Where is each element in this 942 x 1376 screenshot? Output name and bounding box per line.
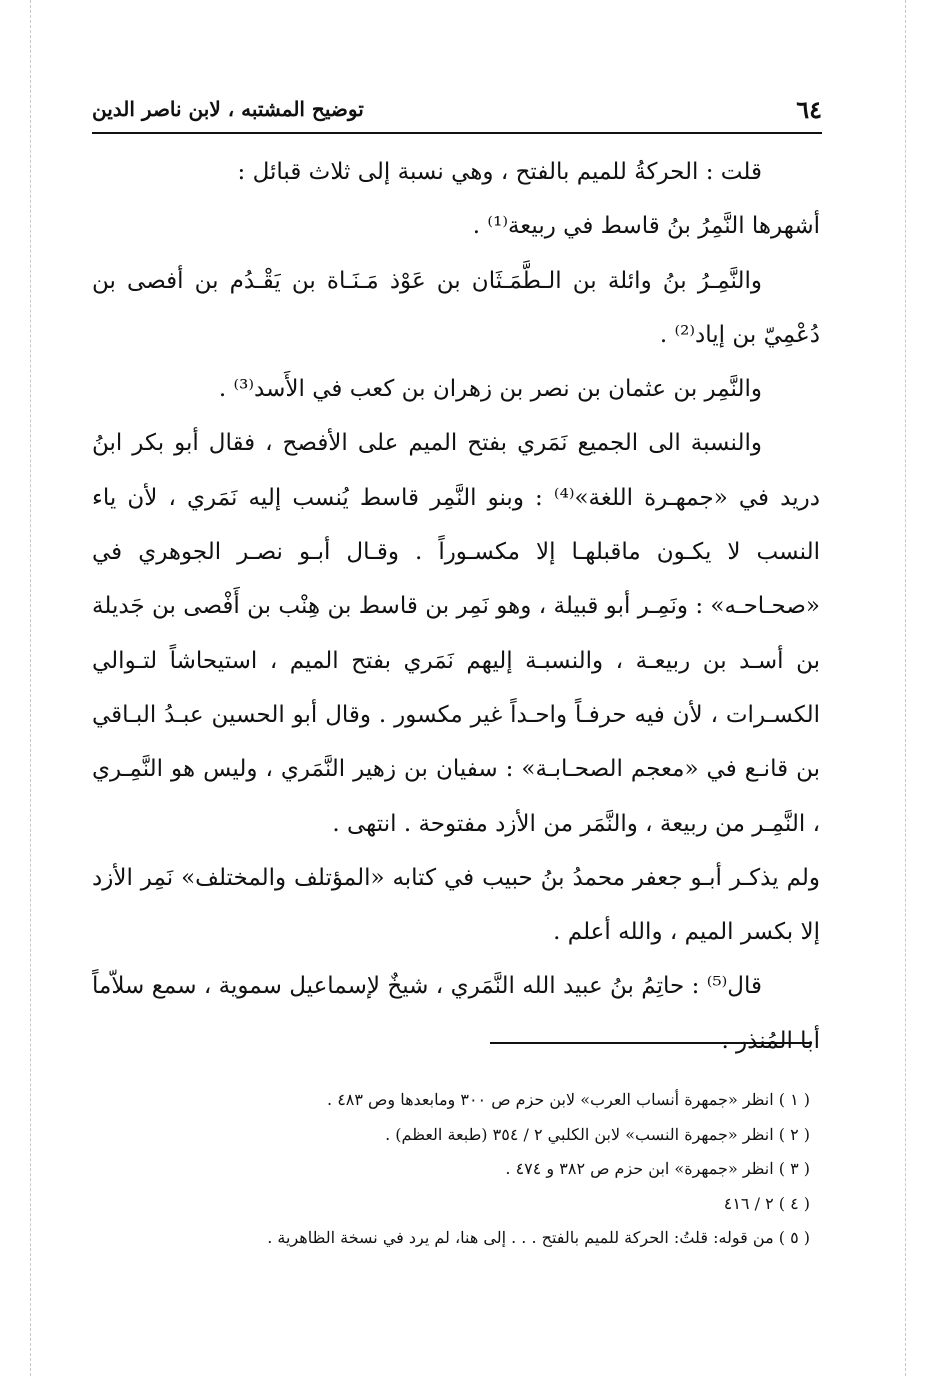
paragraph: أشهرها النَّمِرُ بنُ قاسط في ربيعة⁽¹⁾ . xyxy=(472,213,820,240)
book-title: توضيح المشتبه ، لابن ناصر الدين xyxy=(92,97,364,121)
footnote: ( ٣ ) انظر «جمهرة» ابن حزم ص ٣٨٢ و ٤٧٤ . xyxy=(505,1159,810,1178)
paragraph: قال⁽⁵⁾ : حاتِمُ بنُ عبيد الله النَّمَري ، شيخٌ لإسماعيل سموية ، سمع سلاّماً أبا المُنذر . xyxy=(92,973,820,1054)
footnotes xyxy=(98,1083,810,1256)
paragraph: ولم يذكـر أبـو جعفر محمدُ بنُ حبيب في كتابه «المؤتلف والمختلف» نَمِر الأزد إلا بكسر الميم ، والله أعلم . xyxy=(92,864,820,946)
paragraph: والنَّمِر بن عثمان بن نصر بن زهران بن كعب في الأَسد⁽³⁾ . xyxy=(218,376,762,403)
main-text xyxy=(92,145,820,1068)
footnote: ( ١ ) انظر «جمهرة أنساب العرب» لابن حزم ص ٣٠٠ ومابعدها وص ٤٨٣ . xyxy=(327,1090,810,1109)
running-header xyxy=(92,86,822,134)
footnote-separator xyxy=(490,1042,812,1044)
footnote: ( ٥ ) من قوله: قلتُ: الحركة للميم بالفتح . . . إلى هنا، لم يرد في نسخة الظاهرية . xyxy=(267,1228,810,1247)
paragraph: والنَّمِـرُ بنُ وائلة بن الـطَّمَـثَان بن عَوْذ مَـنَـاة بن يَقْـدُم بن أفصى بن دُعْمِيّ بن إياد⁽²⁾ . xyxy=(92,267,820,348)
page-number: ٦٤ xyxy=(796,94,822,124)
margin-guide-left xyxy=(30,0,31,1376)
footnote: ( ٢ ) انظر «جمهرة النسب» لابن الكلبي ٢ / ٣٥٤ (طبعة العظم) . xyxy=(385,1124,810,1144)
paragraph: والنسبة الى الجميع نَمَري بفتح الميم على الأفصح ، فقال أبو بكر ابنُ دريد في «جمهـرة اللغة»⁽⁴⁾ : وبنو النَّمِر قاسط يُنسب إليه نَمَري ، لأن ياء النسب لا يكـون ماقبلهـا إلا مكسـوراً . وقـال أبـو نصـر الجوهري في «صحـاحـه» : ونَمِـر أبو قبيلة ، وهو نَمِر بن قاسط بن هِنْب بن أَفْصى بن جَديلة بن أسـد بن ربيعـة ، والنسبـة إليهم نَمَري بفتح الميم ، استيحاشاً لتـوالي الكسـرات ، لأن فيه حرفـاً واحـداً غير مكسور . وقال أبو الحسين عبـدُ البـاقي بن قانـع في «معجم الصحـابـة» : سفيان بن زهير النَّمَري ، وليس هو النَّمِـري ، النَّمِـر من ربيعة ، والنَّمَر من الأزد مفتوحة . انتهى . xyxy=(92,430,821,837)
footnote: ( ٤ ) ٢ / ٤١٦ xyxy=(723,1193,810,1213)
margin-guide-right xyxy=(905,0,906,1376)
paragraph: قلت : الحركةُ للميم بالفتح ، وهي نسبة إلى ثلاث قبائل : xyxy=(237,159,762,185)
